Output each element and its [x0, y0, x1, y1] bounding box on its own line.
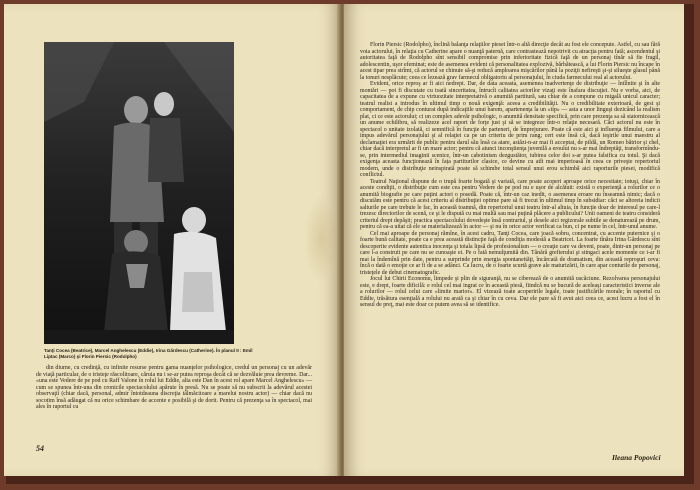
page-stain — [304, 194, 338, 284]
right-page — [344, 4, 684, 476]
production-photo — [44, 42, 234, 344]
left-article-text — [36, 365, 312, 411]
paragraph: Teatrul Naţional dispune de o trupă foarte bogată şi variată, care poate acoperi aproape orice necesitate; totuşi, chiar în aceste condiţii, o distribuţie cum este cea pentru Vedere de pe pod nu e uşor de alcătuit: există o experienţă a rolurilor ce o anumită biografie pe care puţini actori o posedă. Poate că, într-un caz inedit, o asemenea eroare nu înseamnă nimic; dacă o discutăm este pentru că acest criteriu al distribuţiei optime pare să fi trecut în ultimul timp în subsidiar: căci se altoreia indicii salturile pe care trebuie le fac, în această toamnă, din repertoriul unui teatru într-al altuia, în funcţie doar de interesul pe care-l trezesc directorilor de scenă, ce şi le dispută cu mai multă sau mai puţină plăcere a publicului? Unii oameni de teatru consideră criteriul drept depăşit; practica spectacolului dovedeşte însă contrariul, şi desele aici regizorale subtile se denaturează pe drum, pentru că ea-a uitat că ele se materializează în actor — şi nu în orice actor verificat ca bun, ci pe nume în cel, într-unul anume. — [360, 178, 660, 230]
left-page — [4, 4, 340, 476]
production-photo-image — [44, 42, 234, 344]
paragraph: Florin Piersic (Rodolpho), înclină balanţa relaţiilor piesei într-o altă direcţie decât au fost ele concepute. Astfel, cu sau fără voia actorului, în relaţia cu Catherine apare o nuanţă paternă, care contrastează nepotrivit cu atracţia pentru fată; ascendentul şi autoritatea faţă de Rodolpho sînt sensibil compromise prin inferioritate fizică faţă de un personaj tînăr să fie fragil, adolescentin, uşor efeminat; este de asemenea evident că personalitatea explozivă, bărbătească, a lui Florin Piersic nu încape în acest tipar prea strîmt, că actorul se chinuie să-şi reducă amploarea mişcărilor până la poziţii nefireşti şi-şi silueşte glasul până la tonuri nesplăcute; ceea ce lezează grav farmecul obligatoriu al personajului, în ciuda farmecului real al actorului. — [360, 42, 660, 81]
page-number: 54 — [36, 444, 44, 453]
photo-caption: Tanţi Cocea (Beatrice), Marcel Anghelescu (Eddie), Irina Gărdescu (Catherine). În planul II : Emil Liptac (Marco) şi Florin Piersic (Rodolpho) — [44, 348, 253, 359]
author-signature: Ileana Popovici — [612, 453, 661, 462]
paragraph: din diurne, cu credinţă, cu infinite resurse pentru gama nuanţelor psihologice, credul un personaj cu un adevăr de viaţă particular, de o tristeţe răscolitoare, căruia nu i se-ar putea reproşa decât că se dezvăluie prea devreme. Dar... «una este Vedere de pe pod cu Raff Valone în rolul lui Eddie, alta este Dan în acest rol apare Marcel Anghelescu» — cum se spunea într-una din cronicile spectacolului apărute în presă. Nu se poate să nu subscrii la adevărul acestei observaţii (chiar dacă, personal, admir întotdeauna discreţia tâlmăcitoare a marelui nostru actor) — chiar dacă nu socotim însă adăugat că nu orice schimbare de accente e posibilă şi de dorit. Pentru că prezenţa sa în spectacol, mai ales în raportul cu — [36, 365, 312, 410]
right-article-text — [360, 42, 660, 309]
paragraph: Cel mai aproape de personaj rămîne, în acest cadru, Tanţi Cocea, care joacă sobru, concentrat, cu accente puternice şi o foarte bună calitate, poate ca e prea această distincţie faţă de condiţia modestă a Beatricei. La foarte tînăra Irina Gărdescu sînt descoperite evidente autentica inocenţa şi totala lipsă de profesionalism — o creaţie care va deveni, poate, dintr-un personaj pe care l-a construit pe care nu se cunoaşte ei. Pe o fată nemulţumită din. Tânără grefierului şi stingaci acele momente ce i-ar fi mai la îndemînă prin date, pentru a surprinde prin energia spontaneităţi, încărcată de dramatism, din această reproşuri ceva: încă o dată o emoţie ce ar fi de a se adânci. Ca lucru, de o foarte scurtă grave ale maturizării, în care apar conturile de personaj, tristeţele de debut cinematografic. — [360, 230, 660, 276]
paragraph: Jocul lui Chirii Economu, limpede şi plin de siguranţă, nu se ciberează de o anumită uscăciune. Rezolvarea personajului este, e drept, foarte dificilă: e rolul cel mai ingrat ce în această piesă, fiindcă nu se bucură de aceleaşi caracteristici inverse ale a rolurilor — rolul celui care «limite marior». El vizează toate acoperirile legale, toate justificările morale; în raportul cu Eddie, trăsătura esenţială a rolului nu arată ca şi chiar în cu ceva. Dar ele pare să fi avut aici ceea ce, acest lucru a fost el în sensul de preţ, mai este doar ce putem avea să se identifice. — [360, 276, 660, 308]
paragraph: Evident, orice reproş ar fi aici nedrept. Dar, de data aceasta, asemenea inadvertenţe de distribuţie — întîlnite şi în alte montări — pot fi discutate cu toată sinceritatea, întrucît calitatea actorilor vizaţi este înafara discuţiei. Nu e vorba, aici, de capacitatea de a expune cu virtuozitate interpretativă o anumită partitură, sau chiar de a compune cu migală unicul caracter; teatrul realist a introdus în ultimul timp o nouă exigenţă: aceea a credibilităţii. Nu o credibilitate exterioară, de gest şi comportament, de chip conturat după indicaţiile unui barem, apartenenţa la un «tip» — asta a unor linguşi dezicând la realism plat, ci ce este actorului; ci un complex adevăr psihologic, o anumită densitate specifică, prin care prezenţa sa să statornicească un anume echilibru, să realizeze acel raport de forţe just şi să se integreze într-o relaţie necesară. Căci actorul nu este în spectacol o unitate izolată, ci semnifică în funcţie de parteneri, de împrejurare. Poate că este aici şi influenţa filmului, care a impus adevărul personajului şi al relaţiei ca pe un criteriu de prim rang; cert este însă că, dacă ieşirile unui maestru al declamaţiei era urmărit de public pentru darul său însă ca atare, astăzi-n-ar mai fi acceptat, de pildă, un Romeo bătrior şi chel, chiar dacă interpretul ar fi un mare actor; pentru că atunci inconştienţa juvenilă a eroului nu s-ar mai îndreptăţi, transformîndu-se, prin intermediul imaginii scenice, într-un cabotinism dezgustător, iubirea celor doi s-ar putea falsifica cu totul. Şi dacă exigenţa aceasta funcţionează în fața partiturilor clasice, ce devine cu atît mai imperioasă în ceea ce priveşte repertoriul modern, unde o distribuţie neinspirată poate să schimbe total sensul unui erou schimbă aici raporturile piesei, modifică conflictul. — [360, 81, 660, 178]
